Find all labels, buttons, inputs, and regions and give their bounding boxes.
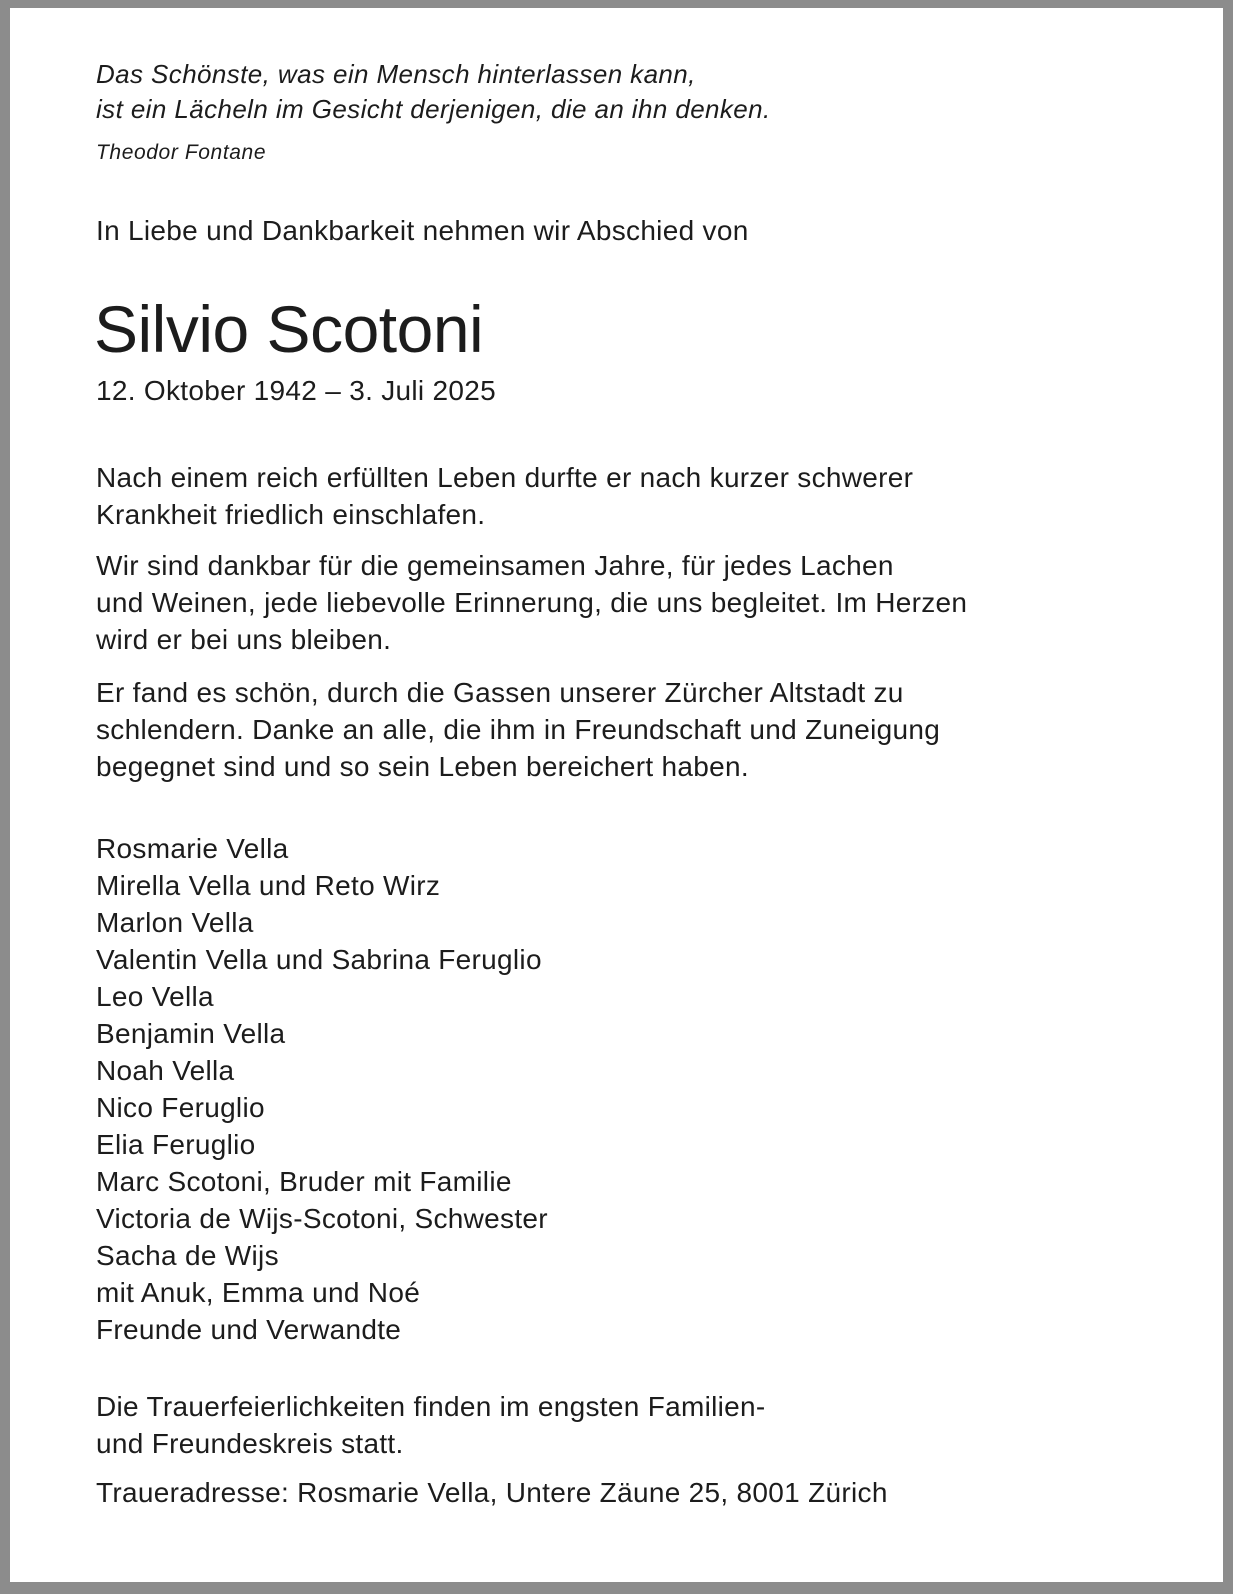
mourner: Rosmarie Vella xyxy=(96,833,289,864)
quote-line: ist ein Lächeln im Gesicht derjenigen, die an ihn denken. xyxy=(96,94,771,124)
paragraph-line: Nach einem reich erfüllten Leben durfte er nach kurzer schwerer xyxy=(96,462,914,493)
mourning-address: Traueradresse: Rosmarie Vella, Untere Zäune 25, 8001 Zürich xyxy=(96,1477,888,1508)
mourner: Leo Vella xyxy=(96,981,214,1012)
mourner: Benjamin Vella xyxy=(96,1018,286,1049)
paragraph-2 xyxy=(96,547,967,658)
mourner: Freunde und Verwandte xyxy=(96,1314,402,1345)
ceremony-line: Die Trauerfeierlichkeiten finden im engsten Familien- xyxy=(96,1391,766,1422)
mourner: mit Anuk, Emma und Noé xyxy=(96,1277,421,1308)
mourner: Marc Scotoni, Bruder mit Familie xyxy=(96,1166,512,1197)
mourner: Valentin Vella und Sabrina Feruglio xyxy=(96,944,542,975)
deceased-name: Silvio Scotoni xyxy=(94,292,484,366)
paragraph-line: und Weinen, jede liebevolle Erinnerung, die uns begleitet. Im Herzen xyxy=(96,587,968,618)
intro-text: In Liebe und Dankbarkeit nehmen wir Abschied von xyxy=(96,215,749,246)
quote-author: Theodor Fontane xyxy=(96,141,267,164)
paragraph-line: wird er bei uns bleiben. xyxy=(96,624,392,655)
paragraph-line: Er fand es schön, durch die Gassen unserer Zürcher Altstadt zu xyxy=(96,677,904,708)
paragraph-line: Wir sind dankbar für die gemeinsamen Jahre, für jedes Lachen xyxy=(96,550,894,581)
paragraph-3 xyxy=(96,674,940,785)
ceremony-notice xyxy=(96,1388,766,1462)
epigraph-quote xyxy=(96,57,771,127)
mourner: Mirella Vella und Reto Wirz xyxy=(96,870,441,901)
mourner: Sacha de Wijs xyxy=(96,1240,279,1271)
mourner: Marlon Vella xyxy=(96,907,254,938)
paragraph-line: Krankheit friedlich einschlafen. xyxy=(96,499,486,530)
mourners-list xyxy=(96,830,548,1348)
life-dates: 12. Oktober 1942 – 3. Juli 2025 xyxy=(96,375,497,406)
mourner: Victoria de Wijs-Scotoni, Schwester xyxy=(96,1203,548,1234)
mourner: Nico Feruglio xyxy=(96,1092,265,1123)
paragraph-line: begegnet sind und so sein Leben bereichert haben. xyxy=(96,751,749,782)
ceremony-line: und Freundeskreis statt. xyxy=(96,1428,404,1459)
paragraph-line: schlendern. Danke an alle, die ihm in Freundschaft und Zuneigung xyxy=(96,714,941,745)
mourner: Elia Feruglio xyxy=(96,1129,256,1160)
quote-line: Das Schönste, was ein Mensch hinterlassen kann, xyxy=(96,59,696,89)
obituary-page xyxy=(10,8,1223,1582)
mourner: Noah Vella xyxy=(96,1055,235,1086)
paragraph-1 xyxy=(96,459,913,533)
